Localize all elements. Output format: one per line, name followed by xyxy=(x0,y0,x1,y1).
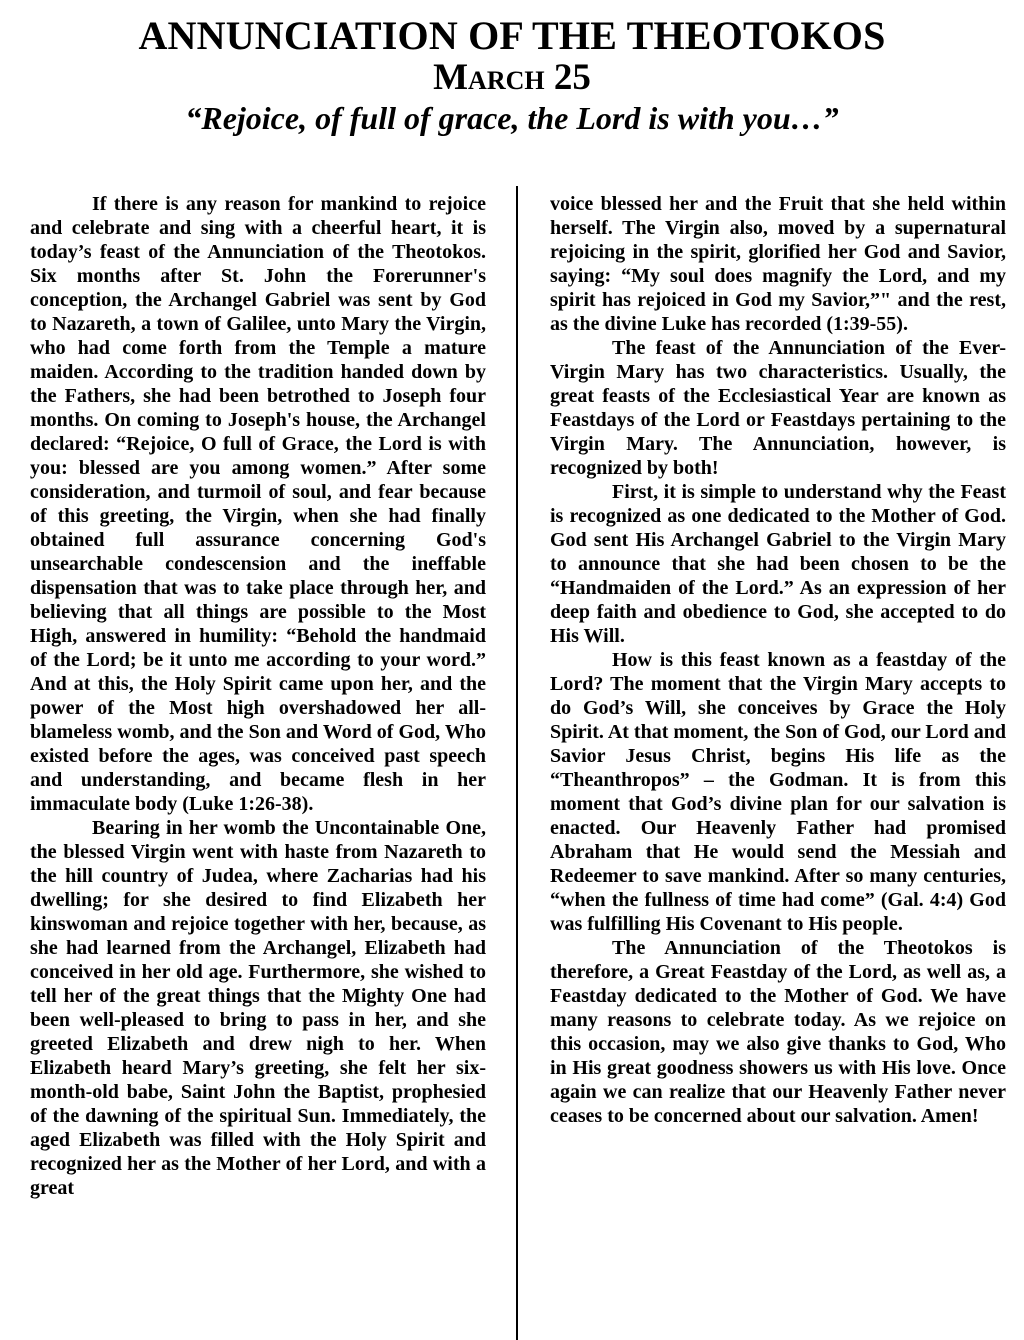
feast-date: March 25 xyxy=(433,57,591,98)
paragraph: The Annunciation of the Theotokos is therefore, a Great Feastday of the Lord, as well as, a Feastday dedicated to the Mother of God. We have many reasons to celebrate today. As we rejoice on this occasion, may we also give thanks to God, Who in His great goodness showers us with His love. Once again we can realize that our Heavenly Father never ceases to be concerned about our salvation. Amen! xyxy=(550,937,1006,1127)
paragraph: voice blessed her and the Fruit that she held within herself. The Virgin also, moved by a supernatural rejoicing in the spirit, glorified her God and Savior, saying: “My soul does magnify the Lord, and my spirit has rejoiced in God my Savior,”" and the rest, as the divine Luke has recorded (1:39-55). xyxy=(550,193,1006,335)
paragraph: How is this feast known as a feastday of the Lord? The moment that the Virgin Mary accepts to do God’s Will, she conceives by Grace the Holy Spirit. At that moment, the Son of God, our Lord and Savior Jesus Christ, begins His life as the “Theanthropos” – the Godman. It is from this moment that God’s divine plan for our salvation is enacted. Our Heavenly Father had promised Abraham that He would send the Messiah and Redeemer to save mankind. After so many centuries, “when the fullness of time had come” (Gal. 4:4) God was fulfilling His Covenant to His people. xyxy=(550,649,1006,935)
left-column xyxy=(30,192,486,1200)
paragraph: If there is any reason for mankind to rejoice and celebrate and sing with a cheerful heart, it is today’s feast of the Annunciation of the Theotokos. Six months after St. John the Forerunner's conception, the Archangel Gabriel was sent by God to Nazareth, a town of Galilee, unto Mary the Virgin, who had come forth from the Temple a mature maiden. According to the tradition handed down by the Fathers, she had been betrothed to Joseph four months. On coming to Joseph's house, the Archangel declared: “Rejoice, O full of Grace, the Lord is with you: blessed are you among women.” After some consideration, and turmoil of soul, and fear because of this greeting, the Virgin, when she had finally obtained full assurance concerning God's unsearchable condescension and the ineffable dispensation that was to take place through her, and believing that all things are possible to the Most High, answered in humility: “Behold the handmaid of the Lord; be it unto me according to your word.” And at this, the Holy Spirit came upon her, and the power of the Most high overshadowed her all-blameless womb, and the Son and Word of God, Who existed before the ages, was conceived past speech and understanding, and became flesh in her immaculate body (Luke 1:26-38). xyxy=(30,193,486,815)
paragraph: The feast of the Annunciation of the Ever-Virgin Mary has two characteristics. Usually, the great feasts of the Ecclesiastical Year are known as Feastdays of the Lord or Feastdays pertaining to the Virgin Mary. The Annunciation, however, is recognized by both! xyxy=(550,337,1006,479)
column-divider xyxy=(516,186,518,1340)
right-column xyxy=(550,192,1006,1128)
paragraph: First, it is simple to understand why the Feast is recognized as one dedicated to the Mother of God. God sent His Archangel Gabriel to the Virgin Mary to announce that she had been chosen to be the “Handmaiden of the Lord.” As an expression of her deep faith and obedience to God, she accepted to do His Will. xyxy=(550,481,1006,647)
document-title: ANNUNCIATION OF THE THEOTOKOS xyxy=(138,13,886,58)
tagline-quote: “Rejoice, of full of grace, the Lord is with you…” xyxy=(185,100,839,136)
document-header xyxy=(0,14,1024,138)
paragraph: Bearing in her womb the Uncontainable One, the blessed Virgin went with haste from Nazareth to the hill country of Judea, where Zacharias had his dwelling; for she desired to find Elizabeth her kinswoman and rejoice together with her, because, as she had learned from the Archangel, Elizabeth had conceived in her old age. Furthermore, she wished to tell her of the great things that the Mighty One had been well-pleased to bring to pass in her, and she greeted Elizabeth and drew nigh to her. When Elizabeth heard Mary’s greeting, she felt her six-month-old babe, Saint John the Baptist, prophesied of the dawning of the spiritual Sun. Immediately, the aged Elizabeth was filled with the Holy Spirit and recognized her as the Mother of her Lord, and with a great xyxy=(30,817,486,1199)
